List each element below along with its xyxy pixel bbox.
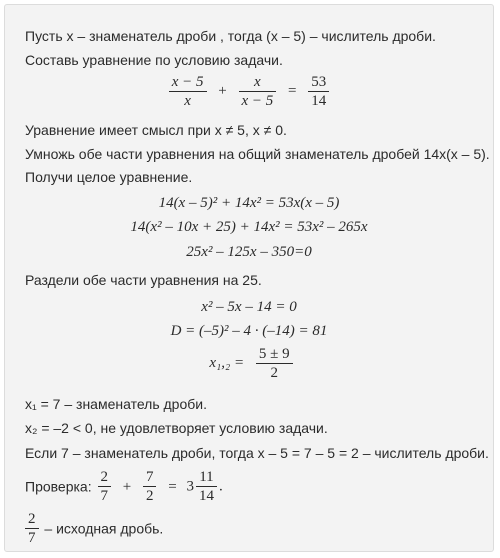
check-line (25, 465, 223, 507)
fraction-3: $\frac{53}{14}$ (308, 73, 329, 110)
fraction-1: $\frac{x - 5}{x}$ (169, 73, 207, 110)
answer-text: – исходная дробь. (44, 520, 164, 537)
equation-fractions: $\frac{x - 5}{x}$ + $\frac{x}{x - 5}$ = $\frac{53}{14}$ (5, 73, 493, 110)
text-line-6: Раздели обе части уравнения на 25. (25, 272, 262, 288)
check-label: Проверка: (25, 478, 92, 495)
equation-line-1: 14(x – 5)² + 14x² = 53x(x – 5) (158, 195, 340, 211)
text-line-1: Пусть x – знаменатель дроби , тогда (x – 5) – числитель дроби. (25, 28, 436, 44)
answer-line (25, 507, 163, 548)
equation-line-2: 14(x² – 10x + 25) + 14x² = 53x² – 265x (130, 219, 368, 235)
roots-fraction: $\frac{5 \pm 9}{2}$ (256, 345, 293, 382)
text-line-2: Составь уравнение по условию задачи. (25, 52, 283, 68)
text-line-7: x₁ = 7 – знаменатель дроби. (25, 396, 207, 412)
text-line-9: Если 7 – знаменатель дроби, тогда x – 5 = 7 – 5 = 2 – числитель дроби. (25, 445, 489, 461)
text-line-8: x₂ = –2 < 0, не удовлетворяет условию задачи. (25, 420, 328, 436)
text-line-4: Умножь обе части уравнения на общий знаменатель дробей 14x(x – 5). (25, 146, 490, 162)
solution-panel (4, 4, 494, 552)
answer-fraction: $\frac{2}{7}$ (25, 510, 39, 547)
equation-line-3: 25x² – 125x – 350=0 (186, 244, 312, 260)
equation-line-4: x² – 5x – 14 = 0 (201, 299, 297, 315)
equation-roots: x₁,₂ = $\frac{5 \pm 9}{2}$ (5, 345, 493, 382)
equation-line-5: D = (–5)² – 4 · (–14) = 81 (170, 323, 328, 339)
fraction-2: $\frac{x}{x - 5}$ (239, 73, 277, 110)
text-line-5: Получи целое уравнение. (25, 169, 193, 185)
check-expression: $\frac{2}{7}$ + $\frac{7}{2}$ = 3 $\frac{11}{14}$ . (96, 466, 223, 507)
text-line-3: Уравнение имеет смысл при x ≠ 5, x ≠ 0. (25, 122, 287, 138)
